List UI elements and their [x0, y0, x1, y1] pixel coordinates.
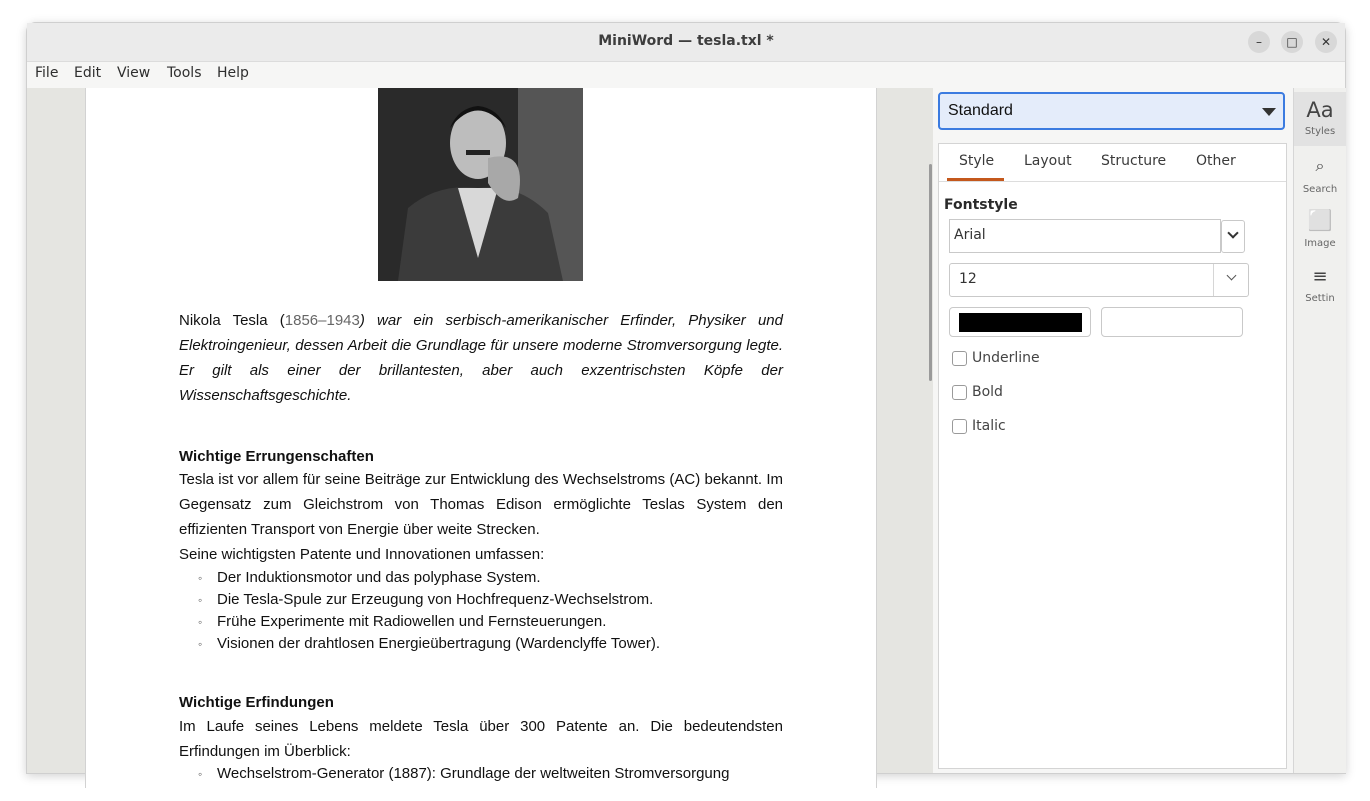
tab-layout[interactable]: Layout	[1024, 153, 1072, 169]
font-size-dropdown-button[interactable]	[1213, 264, 1248, 296]
close-button[interactable]: ✕	[1315, 31, 1337, 53]
background-color-button[interactable]	[1101, 307, 1243, 337]
image-icon: ⬜	[1307, 208, 1333, 232]
menubar	[27, 62, 1345, 89]
style-panel: Style Layout Structure Other Fontstyle Arial 12 Underline Bold Italic	[938, 143, 1287, 769]
tab-other[interactable]: Other	[1196, 153, 1236, 169]
titlebar	[27, 23, 1345, 62]
font-color-button[interactable]	[949, 307, 1091, 337]
list-item[interactable]: ◦ Frühe Experimente mit Radiowellen und Fernsteuerungen.	[198, 613, 607, 630]
font-size-field[interactable]: 12	[949, 263, 1249, 297]
chevron-down-icon	[1226, 271, 1236, 281]
section2-paragraph[interactable]: Im Laufe seines Lebens meldete Tesla über 300 Patente an. Die bedeutendsten Erfindungen im Überblick:	[179, 718, 783, 760]
rail-styles[interactable]: Aa Styles	[1294, 98, 1346, 137]
caret-down-icon	[1262, 108, 1276, 116]
styles-icon: Aa	[1306, 98, 1334, 122]
list-item[interactable]: ◦ Wechselstrom-Generator (1887): Grundlage der weltweiten Stromversorgung	[198, 765, 730, 782]
section2-heading[interactable]: Wichtige Erfindungen	[179, 694, 334, 711]
font-family-dropdown-button[interactable]	[1221, 220, 1245, 253]
app-window	[26, 22, 1346, 782]
section1-heading[interactable]: Wichtige Errungenschaften	[179, 448, 374, 465]
section1-paragraph[interactable]: Tesla ist vor allem für seine Beiträge zur Entwicklung des Wechselstroms (AC) bekannt. Im Gegensatz zum Gleichstrom von Thomas Edison ermöglichte Teslas System den effizienten Transport von Energie über weite Strecken.	[179, 471, 783, 538]
document-scrollbar[interactable]	[929, 164, 932, 381]
intro-years: 1856–1943	[284, 312, 360, 329]
intro-rest: ) war ein serbisch-amerikanischer Erfinder, Physiker und Elektroingenieur, dessen Arbeit die Grundlage für unsere moderne Stromversorgung legte. Er gilt als einer der brillantesten, aber auch exzentrischsten Köpfe der Wissenschaftsgeschichte.	[179, 312, 783, 404]
section1-lead[interactable]: Seine wichtigsten Patente und Innovationen umfassen:	[179, 546, 545, 563]
window-title: MiniWord — tesla.txl *	[598, 33, 774, 49]
rail-search[interactable]: ⌕ Search	[1294, 156, 1346, 195]
menu-view[interactable]: View	[117, 65, 151, 81]
active-tab-indicator	[947, 178, 1004, 181]
list-item[interactable]: ◦ Der Induktionsmotor und das polyphase System.	[198, 569, 541, 586]
sidebar-rail	[1293, 88, 1346, 773]
intro-paragraph[interactable]	[179, 308, 783, 408]
menu-file[interactable]: File	[35, 65, 59, 81]
properties-sidebar	[933, 88, 1293, 773]
tab-bar	[939, 144, 1286, 182]
list-item[interactable]: ◦ Die Tesla-Spule zur Erzeugung von Hochfrequenz-Wechselstrom.	[198, 591, 654, 608]
fontstyle-label: Fontstyle	[944, 197, 1018, 213]
document-page[interactable]	[85, 88, 877, 788]
font-family-field[interactable]: Arial	[949, 219, 1221, 253]
tab-style[interactable]: Style	[959, 153, 995, 169]
minimize-button[interactable]: –	[1248, 31, 1270, 53]
font-color-swatch	[959, 313, 1082, 332]
section1-list	[179, 567, 783, 655]
menu-help[interactable]: Help	[217, 65, 249, 81]
section2-list	[179, 763, 783, 785]
menu-edit[interactable]: Edit	[74, 65, 102, 81]
chevron-down-icon	[1227, 227, 1238, 238]
document-area[interactable]	[27, 88, 933, 782]
paragraph-style-value: Standard	[948, 102, 1013, 119]
portrait-image[interactable]	[378, 88, 583, 281]
search-icon: ⌕	[1315, 156, 1325, 175]
tab-structure[interactable]: Structure	[1101, 153, 1167, 169]
settings-icon: ≡	[1312, 266, 1328, 287]
rail-image[interactable]: ⬜ Image	[1294, 208, 1346, 249]
list-item[interactable]: ◦ Visionen der drahtlosen Energieübertragung (Wardenclyffe Tower).	[198, 635, 661, 652]
intro-name: Nikola Tesla (	[179, 312, 285, 329]
menu-tools[interactable]: Tools	[167, 65, 202, 81]
rail-settings[interactable]: ≡ Settin	[1294, 266, 1346, 304]
paragraph-style-select[interactable]	[938, 92, 1285, 130]
maximize-button[interactable]: □	[1281, 31, 1303, 53]
